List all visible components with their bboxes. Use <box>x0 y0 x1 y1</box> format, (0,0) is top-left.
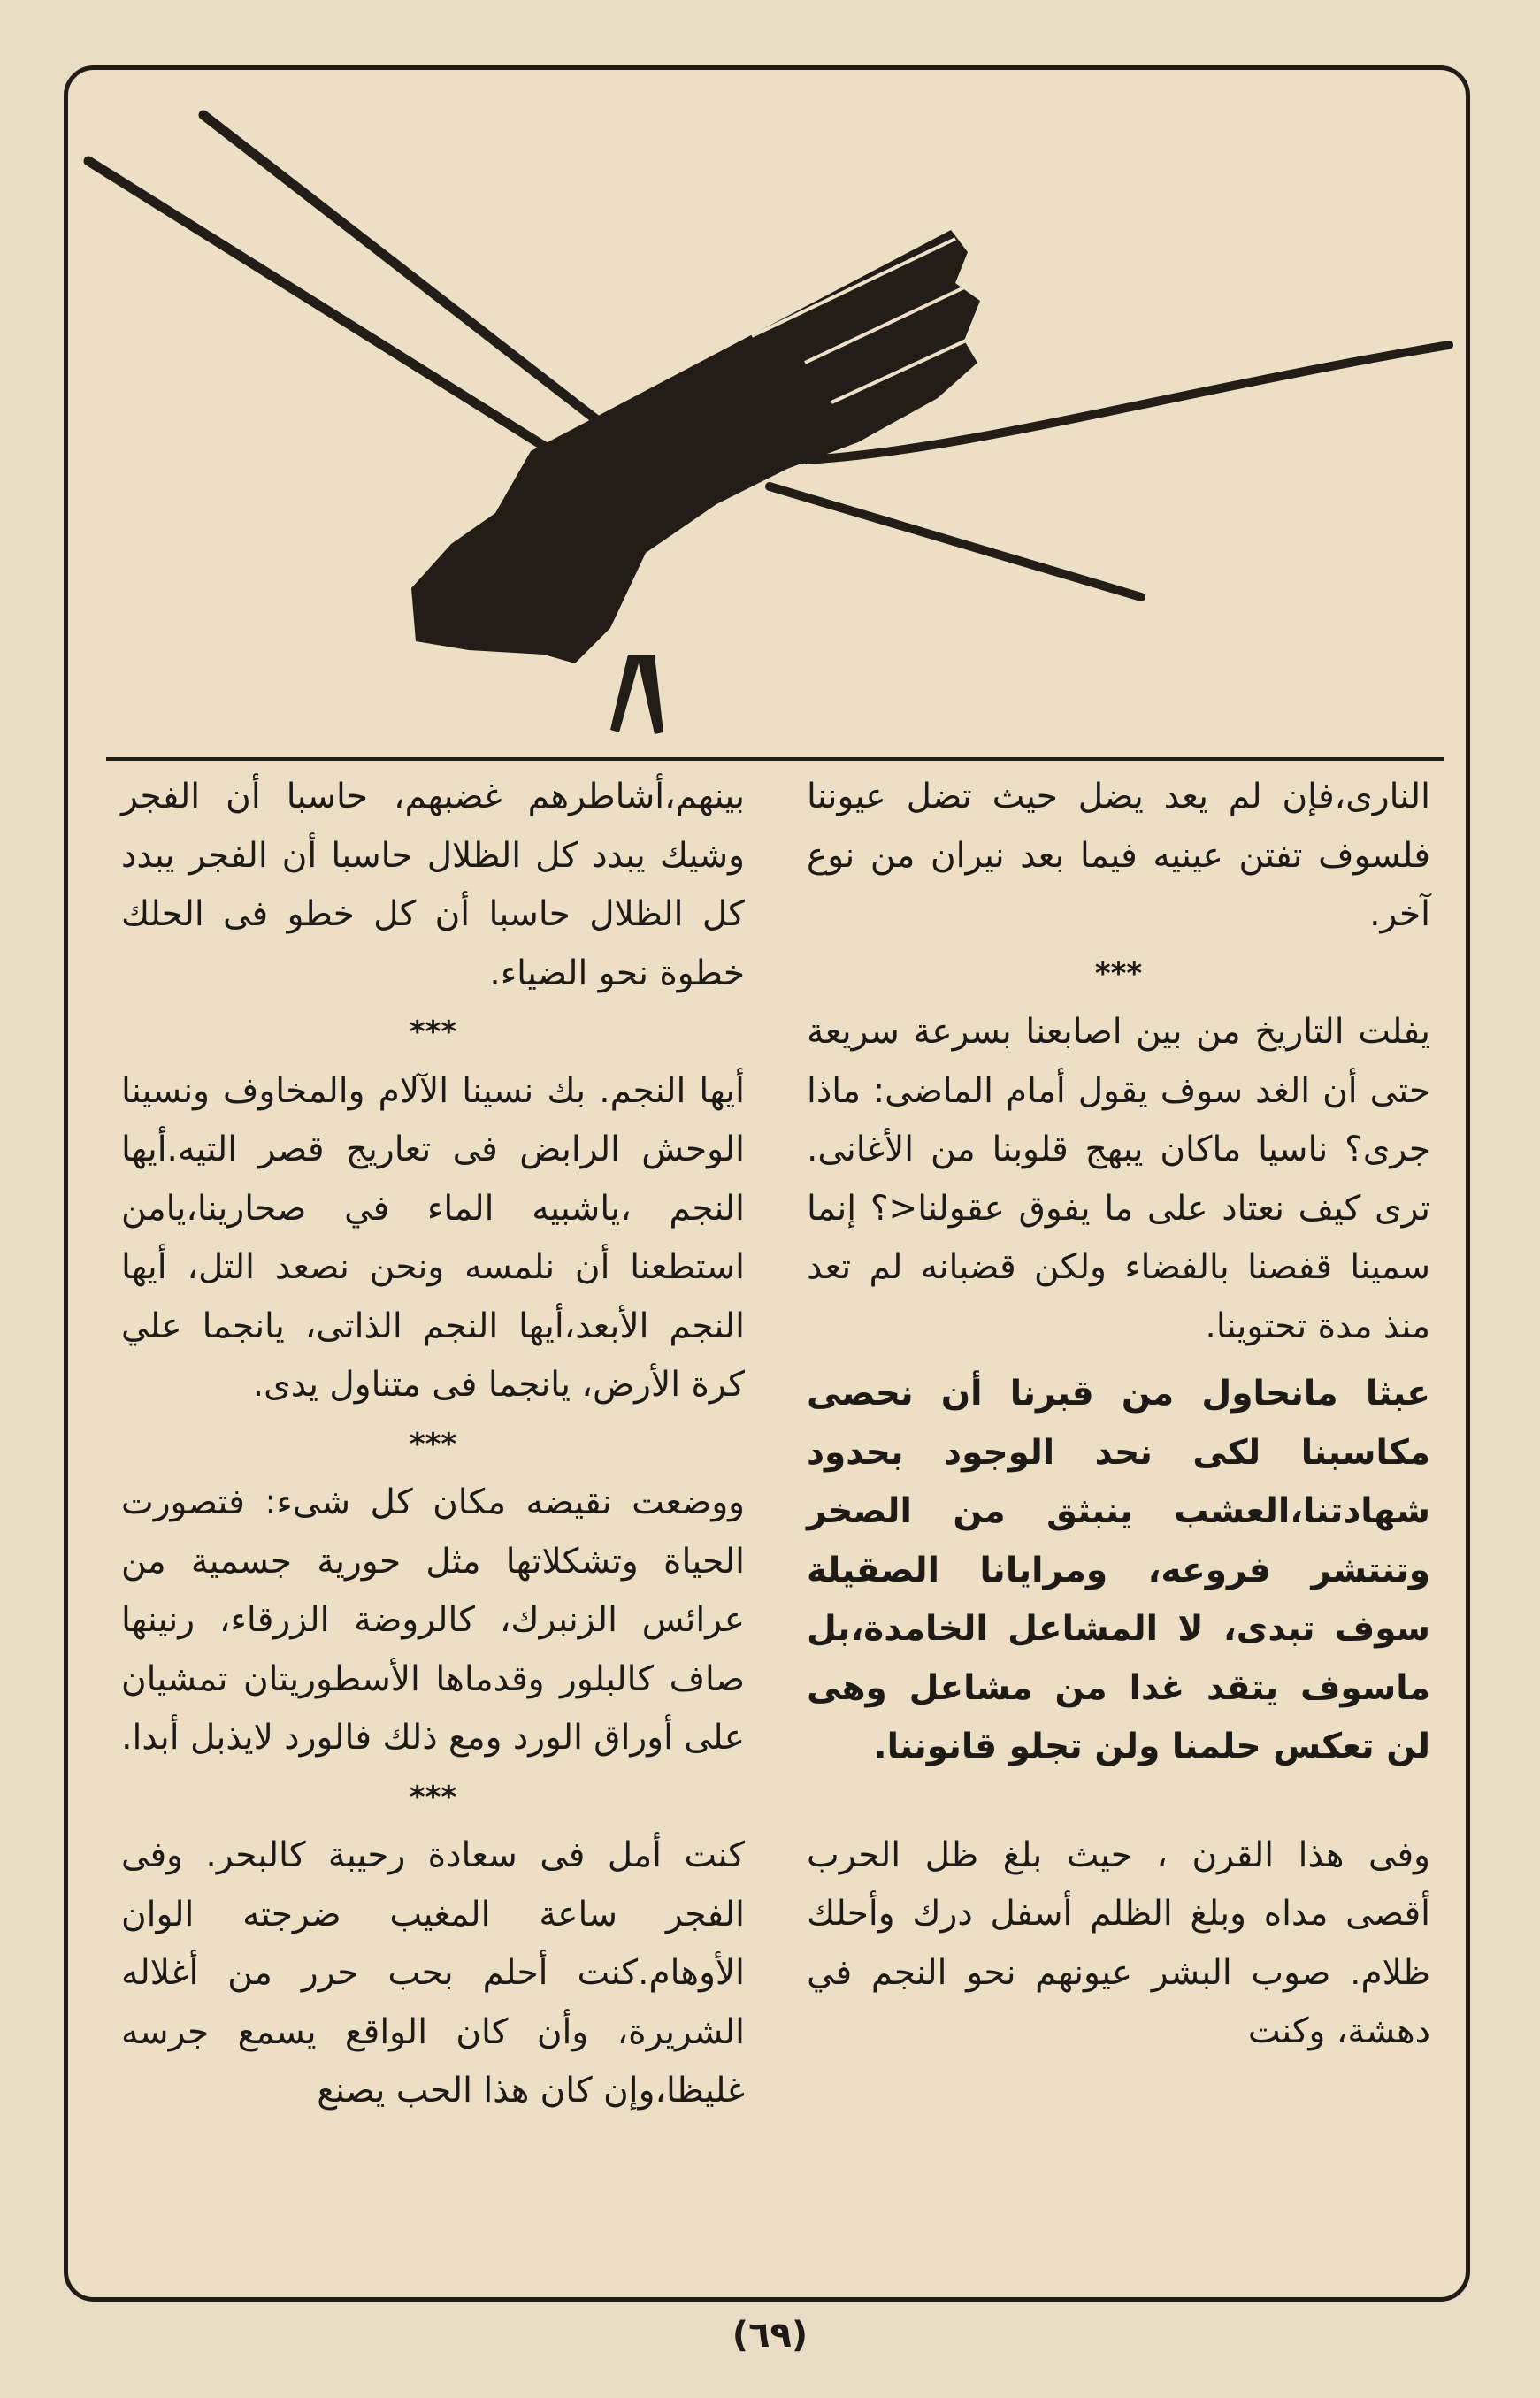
page-number: (٦٩) <box>732 2315 808 2356</box>
section-separator: *** <box>409 1426 457 1462</box>
left-column <box>121 768 745 2121</box>
paragraph: بينهم،أشاطرهم غضبهم، حاسبا أن الفجر وشيك يبدد كل الظلال حاسبا أن الفجر يبدد كل الظلال حاسبا أن كل خطو فى الحلك خطوة نحو الضياء. <box>121 777 745 993</box>
section-separator: *** <box>1094 955 1143 992</box>
paragraph: كنت أمل فى سعادة رحيبة كالبحر. وفى الفجر ساعة المغيب ضرجته الوان الأوهام.كنت أحلم بحب حرر من أغلاله الشريرة، وأن كان الواقع يسمع جرسه غليظا،وإن كان هذا الحب يصنع <box>121 1835 745 2111</box>
section-separator: *** <box>409 1779 457 1815</box>
horizontal-rule <box>106 757 1444 761</box>
paragraph: أيها النجم. بك نسينا الآلام والمخاوف ونسينا الوحش الرابض فى تعاريج قصر التيه.أيها النجم ،ياشبيه الماء في صحارينا،يامن استطعنا أن نلمسه ونحن نصعد التل، أيها النجم الأبعد،أيها النجم الذاتى، يانجما علي كرة الأرض، يانجما فى متناول يدى. <box>121 1070 745 1405</box>
paragraph: وفى هذا القرن ، حيث بلغ ظل الحرب أقصى مداه وبلغ الظلم أسفل درك وأحلك ظلام. صوب البشر عيونهم نحو النجم في دهشة، وكنت <box>807 1835 1430 2051</box>
bird-illustration <box>80 97 1468 734</box>
paragraph: يفلت التاريخ من بين اصابعنا بسرعة سريعة حتى أن الغد سوف يقول أمام الماضى: ماذا جرى؟ ناسيا ماكان يبهج قلوبنا من الأغانى. ترى كيف نعتاد على ما يفوق عقولنا<؟ إنما سمينا قفصنا بالفضاء ولكن قضبانه لم تعد منذ مدة تحتوينا. <box>807 1012 1430 1346</box>
paragraph: النارى،فإن لم يعد يضل حيث تضل عيوننا فلسوف تفتن عينيه فيما بعد نيران من نوع آخر. <box>807 777 1430 934</box>
paragraph: ووضعت نقيضه مكان كل شىء: فتصورت الحياة وتشكلاتها مثل حورية جسمية من عرائس الزنبرك، كالروضة الزرقاء، رنينها صاف كالبلور وقدماها الأسطوريتان تمشيان على أوراق الورد ومع ذلك فالورد لايذبل أبدا. <box>121 1482 745 1758</box>
right-column <box>807 768 1430 2062</box>
section-separator: *** <box>409 1015 457 1050</box>
bold-paragraph: عبثا مانحاول من قبرنا أن نحصى مكاسبنا لكى نحد الوجود بحدود شهادتنا،العشب ينبثق من الصخر وتنتشر فروعه، ومرايانا الصقيلة سوف تبدى، لا المشاعل الخامدة،بل ماسوف يتقد غدا من مشاعل وهى لن تعكس حلمنا ولن تجلو قانوننا. <box>807 1374 1430 1766</box>
